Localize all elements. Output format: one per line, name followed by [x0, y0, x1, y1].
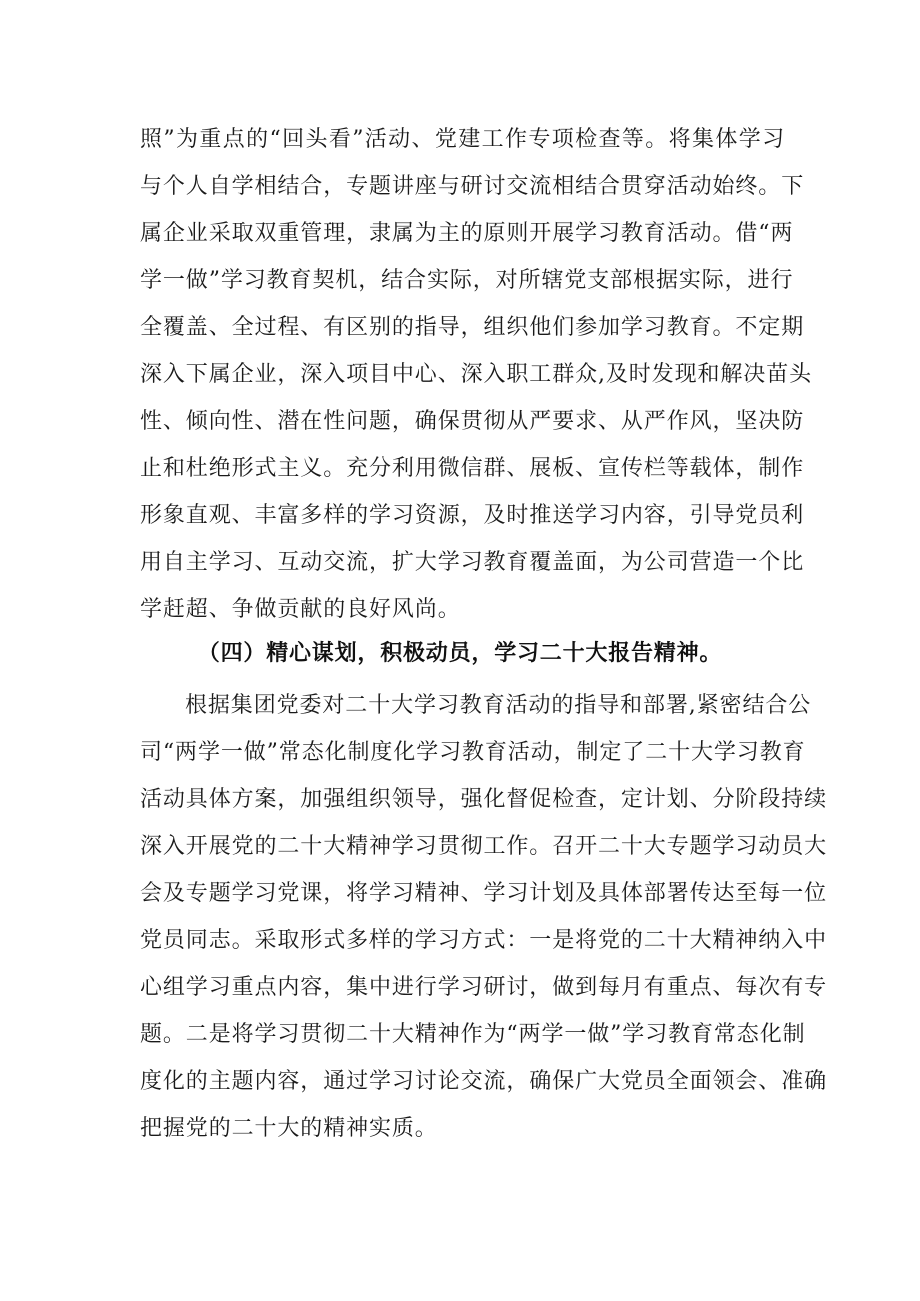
paragraph-2	[140, 682, 828, 1152]
paragraph-line: 把握党的二十大的精神实质。	[140, 1116, 438, 1141]
paragraph-line: 形象直观、丰富多样的学习资源，及时推送学习内容，引导党员利	[140, 503, 805, 528]
section-heading-4: （四）精心谋划，积极动员，学习二十大报告精神。	[197, 641, 723, 666]
paragraph-line: 党员同志。采取形式多样的学习方式：一是将党的二十大精神纳入中	[140, 928, 828, 953]
paragraph-line: 度化的主题内容，通过学习讨论交流，确保广大党员全面领会、准确	[140, 1069, 828, 1094]
paragraph-line: 止和杜绝形式主义。充分利用微信群、展板、宣传栏等载体，制作	[140, 456, 805, 481]
paragraph-line: 深入开展党的二十大精神学习贯彻工作。召开二十大专题学习动员大	[140, 834, 828, 859]
paragraph-line: 性、倾向性、潜在性问题，确保贯彻从严要求、从严作风，坚决防	[140, 409, 805, 434]
paragraph-line: 司“两学一做”常态化制度化学习教育活动，制定了二十大学习教育	[140, 740, 806, 765]
paragraph-line: 题。二是将学习贯彻二十大精神作为“两学一做”学习教育常态化制	[140, 1022, 806, 1047]
paragraph-line: 照”为重点的“回头看”活动、党建工作专项检查等。将集体学习	[140, 127, 785, 152]
paragraph-line: 心组学习重点内容，集中进行学习研讨，做到每月有重点、每次有专	[140, 975, 828, 1000]
paragraph-line: 学一做”学习教育契机，结合实际，对所辖党支部根据实际，进行	[140, 268, 794, 293]
paragraph-line: 学赶超、争做贡献的良好风尚。	[140, 597, 461, 622]
paragraph-line: 全覆盖、全过程、有区别的指导，组织他们参加学习教育。不定期	[140, 315, 805, 340]
paragraph-line: 与个人自学相结合，专题讲座与研讨交流相结合贯穿活动始终。下	[140, 174, 805, 199]
paragraph-line: 深入下属企业，深入项目中心、深入职工群众,及时发现和解决苗头	[140, 362, 812, 387]
paragraph-line: 会及专题学习党课，将学习精神、学习计划及具体部署传达至每一位	[140, 881, 828, 906]
paragraph-line: 属企业采取双重管理，隶属为主的原则开展学习教育活动。借“两	[140, 221, 794, 246]
paragraph-line: 活动具体方案，加强组织领导，强化督促检查，定计划、分阶段持续	[140, 787, 828, 812]
paragraph-1	[140, 116, 812, 633]
paragraph-line: 用自主学习、互动交流，扩大学习教育覆盖面，为公司营造一个比	[140, 550, 805, 575]
paragraph-line: 根据集团党委对二十大学习教育活动的指导和部署,紧密结合公	[185, 693, 812, 718]
